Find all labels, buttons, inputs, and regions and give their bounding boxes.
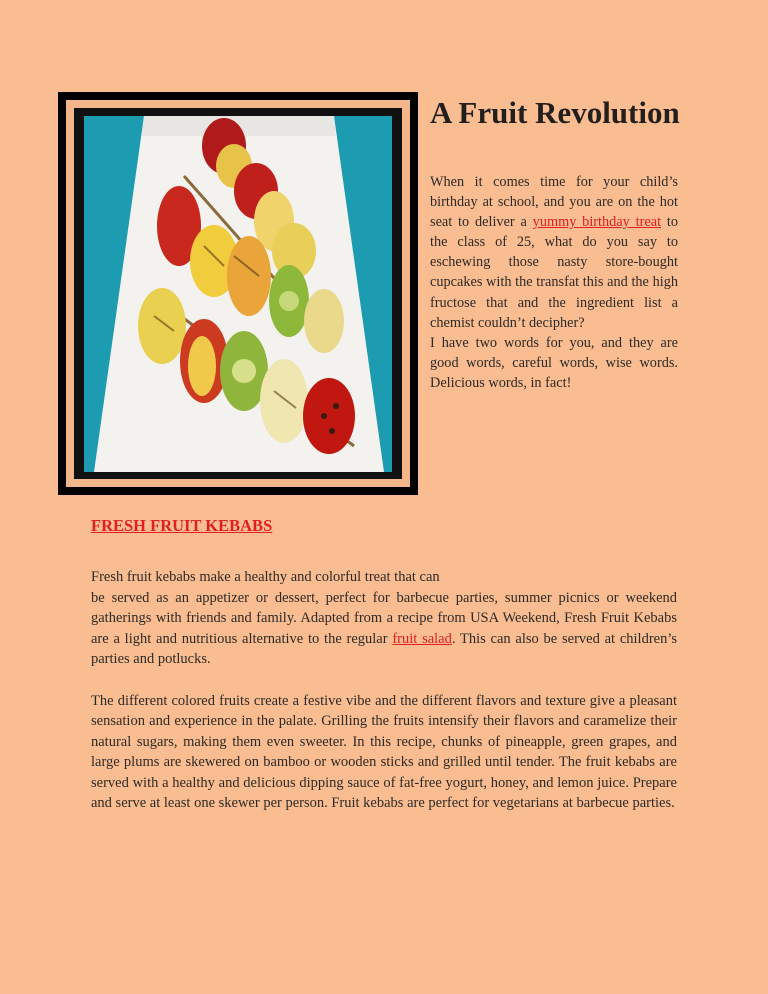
section-paragraph-2: The different colored fruits create a festive vibe and the different flavors and texture give a pleasant sensation and experience in the palate. Grilling the fruits intensify their flavors and caramelize their natural sugars, making them even sweeter. In this recipe, chunks of pineapple, green grapes, and large plums are skewered on bamboo or wooden sticks and grilled until tender. The fruit kebabs are served with a healthy and delicious dipping sauce of fat-free yogurt, honey, and lemon juice. Prepare and serve at least one skewer per person. Fruit kebabs are perfect for vegetarians at barbecue parties. — [91, 692, 677, 811]
article-title: A Fruit Revolution — [430, 95, 680, 130]
intro-text — [430, 172, 678, 393]
section-title: FRESH FRUIT KEBABS — [91, 516, 273, 535]
intro-paragraph-2: I have two words for you, and they are good words, careful words, wise words. Delicious words, in fact! — [430, 334, 678, 391]
section-para1-part2: . This can also be served at children’s parties and potlucks. — [91, 630, 678, 667]
section-body — [91, 567, 677, 835]
section-paragraph-1 — [91, 567, 677, 670]
fruit-kebab-photo — [84, 116, 392, 472]
yummy-birthday-treat-link[interactable]: yummy birthday treat — [532, 214, 662, 231]
intro-text-part2: to the class of 25, what do you say to eschewing those nasty store-bought cupcakes with the transfat this and the high fructose that and the ingredient list a chemist couldn’t decipher? — [430, 214, 678, 331]
intro-paragraph-1 — [430, 172, 678, 333]
fruit-salad-link[interactable]: fruit salad — [392, 630, 452, 647]
intro-text-part1: When it comes time for your child’s birthday at school, and you are on the hot seat to deliver a — [430, 174, 678, 231]
section-para1-part1: be served as an appetizer or dessert, perfect for barbecue parties, summer picnics or weekend gatherings with friends and family. Adapted from a recipe from USA Weekend, Fresh Fruit Kebabs are a light and nutritious alternative to the regular — [91, 589, 677, 647]
photo-frame — [58, 92, 418, 495]
section-para1-line1: Fresh fruit kebabs make a healthy and colorful treat that can — [91, 569, 440, 585]
